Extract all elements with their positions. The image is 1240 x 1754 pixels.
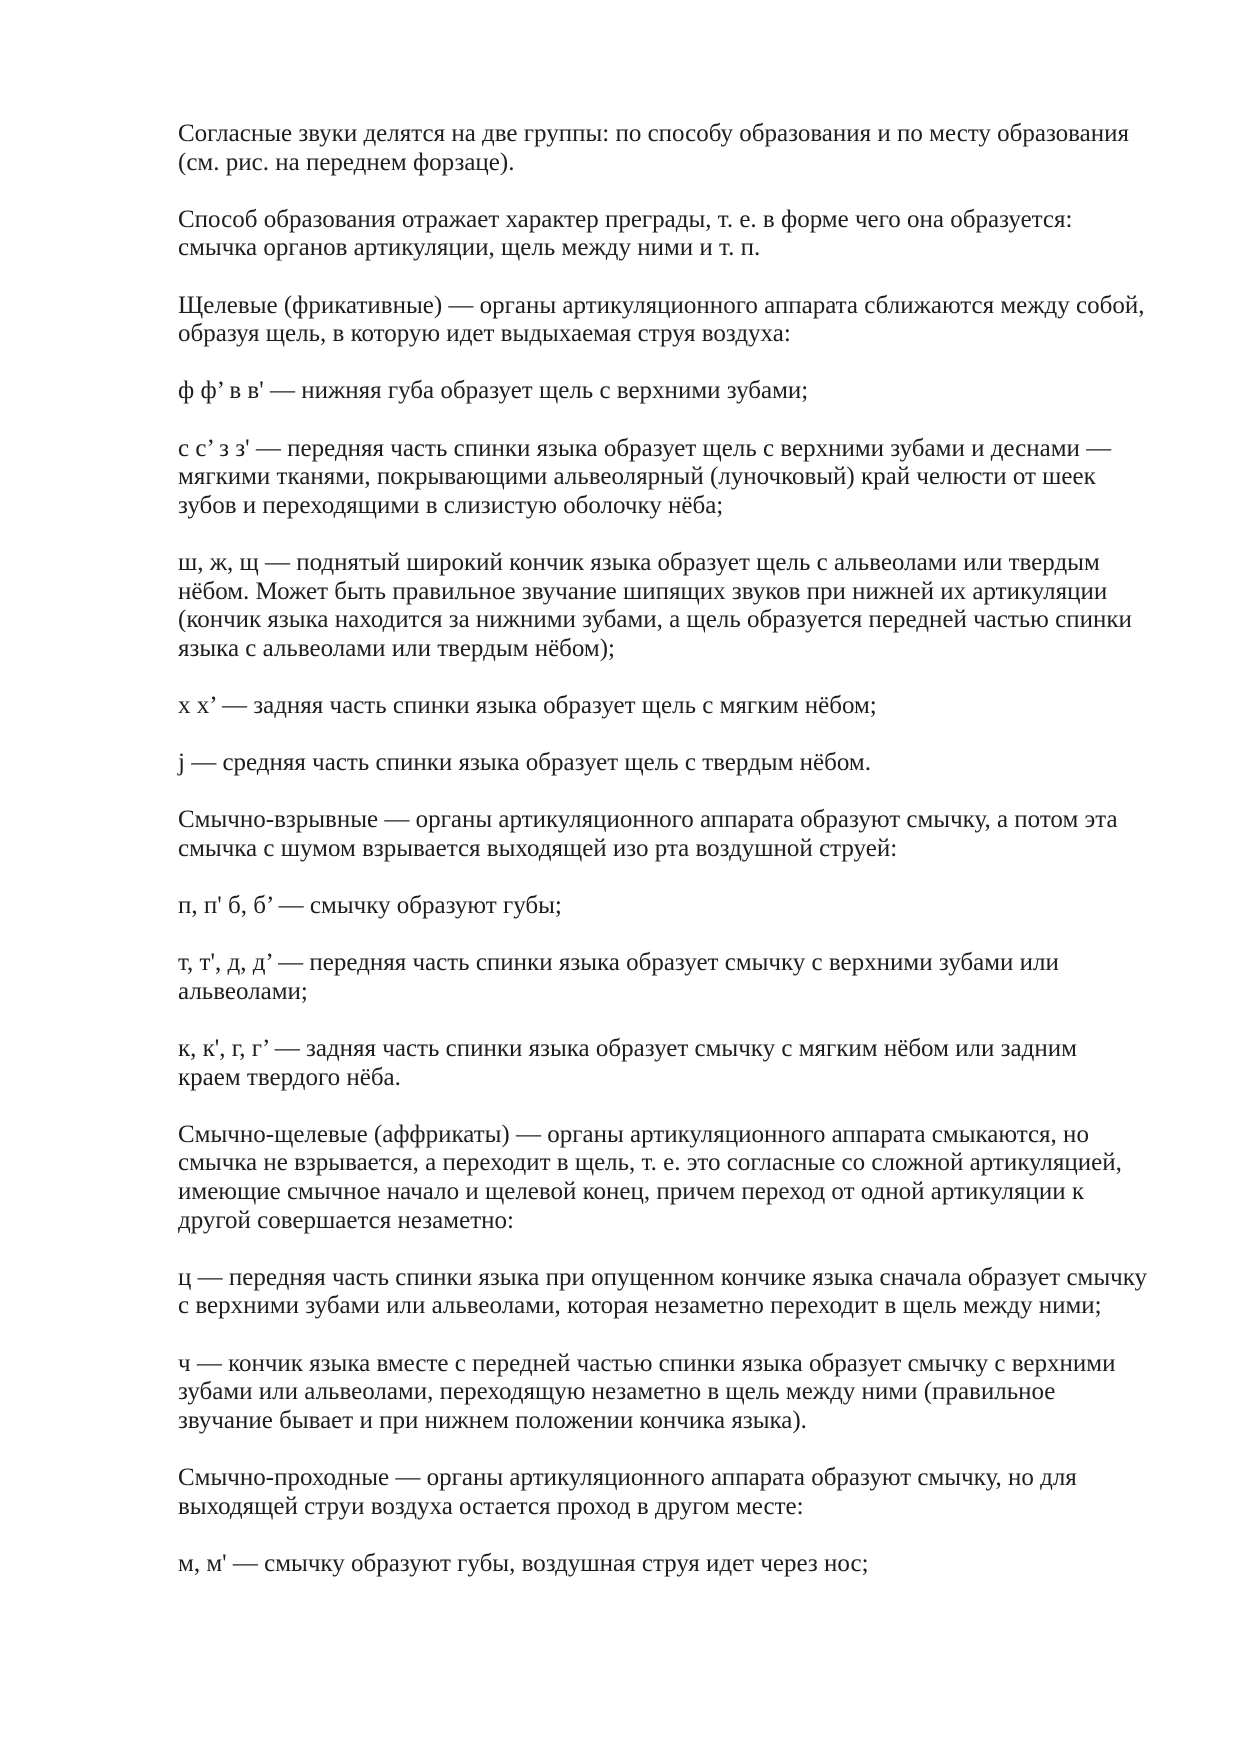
text-line: ц — передняя часть спинки языка при опущенном кончике языка сначала образует смычку [178,1263,1148,1291]
text-line: языка с альвеолами или твердым нёбом); [178,634,615,662]
text-line: (см. рис. на переднем форзаце). [178,148,515,176]
text-line: т, т', д, д’ — передняя часть спинки языка образует смычку с верхними зубами или [178,949,1059,977]
text-line: ч — кончик языка вместе с передней частью спинки языка образует смычку с верхними [178,1349,1116,1377]
paragraph [178,949,1178,1006]
text-line: Смычно-щелевые (аффрикаты) — органы артикуляционного аппарата смыкаются, но [178,1120,1089,1148]
text-line: смычка органов артикуляции, щель между ними и т. п. [178,234,761,262]
paragraph [178,292,1178,349]
text-line: краем твердого нёба. [178,1063,401,1091]
text-line: Щелевые (фрикативные) — органы артикуляционного аппарата сближаются между собой, [178,291,1145,319]
text-line: х х’ — задняя часть спинки языка образует щель с мягким нёбом; [178,691,877,719]
text-line: ш, ж, щ — поднятый широкий кончик языка образует щель с альвеолами или твердым [178,548,1100,576]
text-line: смычка с шумом взрывается выходящей изо рта воздушной струей: [178,834,898,862]
text-line: м, м' — смычку образуют губы, воздушная струя идет через нос; [178,1549,869,1577]
text-line: с с’ з з' — передняя часть спинки языка образует щель с верхними зубами и деснами — [178,434,1112,462]
paragraph [178,806,1178,863]
paragraph [178,692,1178,721]
paragraph [178,435,1178,521]
text-line: Смычно-проходные — органы артикуляционного аппарата образуют смычку, но для [178,1463,1077,1491]
text-line: Способ образования отражает характер преграды, т. е. в форме чего она образуется: [178,205,1073,233]
text-line: ф ф’ в в' — нижняя губа образует щель с верхними зубами; [178,377,809,405]
paragraph [178,549,1178,663]
text-line: Смычно-взрывные — органы артикуляционного аппарата образуют смычку, а потом эта [178,806,1118,834]
paragraph [178,1464,1178,1521]
text-line: альвеолами; [178,977,308,1005]
text-line: мягкими тканями, покрывающими альвеолярный (луночковый) край челюсти от шеек [178,463,1096,491]
text-line: звучание бывает и при нижнем положении кончика языка). [178,1406,807,1434]
paragraph [178,1264,1178,1321]
document-page [178,120,1178,1607]
text-line: выходящей струи воздуха остается проход в другом месте: [178,1492,804,1520]
text-line: образуя щель, в которую идет выдыхаемая струя воздуха: [178,320,791,348]
paragraph [178,1121,1178,1235]
text-line: смычка не взрывается, а переходит в щель, т. е. это согласные со сложной артикуляцией, [178,1149,1122,1177]
text-line: с верхними зубами или альвеолами, которая незаметно переходит в щель между ними; [178,1292,1102,1320]
text-line: к, к', г, г’ — задняя часть спинки языка образует смычку с мягким нёбом или задним [178,1035,1077,1062]
text-line: j — средняя часть спинки языка образует щель с твердым нёбом. [178,749,871,777]
paragraph [178,206,1178,263]
paragraph [178,120,1178,177]
paragraph [178,1350,1178,1436]
paragraph [178,892,1178,921]
paragraph [178,1550,1178,1579]
text-line: зубов и переходящими в слизистую оболочку нёба; [178,491,724,519]
paragraph [178,1035,1178,1092]
text-line: Согласные звуки делятся на две группы: по способу образования и по месту образования [178,120,1130,147]
text-line: зубами или альвеолами, переходящую незаметно в щель между ними (правильное [178,1378,1056,1406]
text-line: нёбом. Может быть правильное звучание шипящих звуков при нижней их артикуляции [178,577,1108,605]
text-line: имеющие смычное начало и щелевой конец, причем переход от одной артикуляции к [178,1177,1085,1205]
text-line: (кончик языка находится за нижними зубами, а щель образуется передней частью спинки [178,606,1132,634]
text-line: п, п' б, б’ — смычку образуют губы; [178,892,562,920]
text-line: другой совершается незаметно: [178,1206,514,1234]
paragraph [178,749,1178,778]
paragraph [178,377,1178,406]
